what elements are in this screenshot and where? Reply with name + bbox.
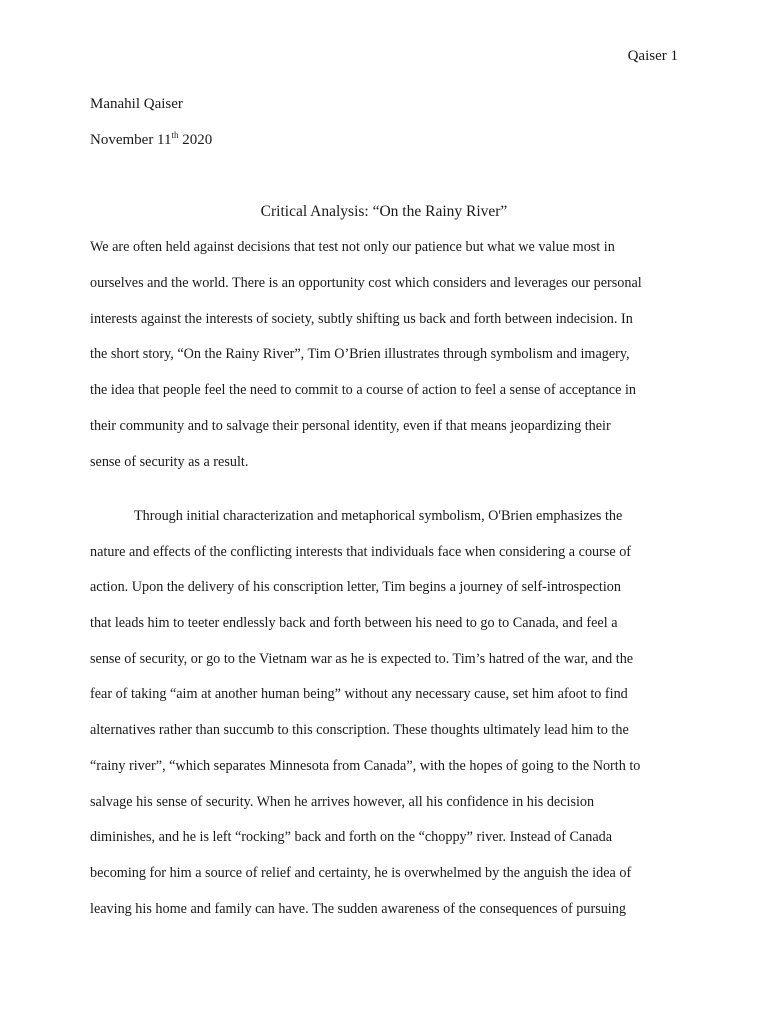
author-name: Manahil Qaiser	[90, 96, 183, 112]
paragraph-line: “rainy river”, “which separates Minnesota from Canada”, with the hopes of going to the North to	[90, 758, 641, 774]
paragraph-line: that leads him to teeter endlessly back and forth between his need to go to Canada, and feel a	[90, 615, 618, 631]
essay-title: Critical Analysis: “On the Rainy River”	[260, 203, 508, 220]
running-head: Qaiser 1	[627, 48, 678, 64]
paragraph-line: the idea that people feel the need to commit to a course of action to feel a sense of acceptance in	[90, 382, 636, 398]
date-month-day: November 11	[90, 132, 172, 148]
paragraph-line: alternatives rather than succumb to this conscription. These thoughts ultimately lead him to the	[90, 722, 629, 738]
date-year: 2020	[178, 132, 213, 148]
paragraph-line: salvage his sense of security. When he arrives however, all his confidence in his decision	[90, 794, 595, 810]
essay-date	[90, 130, 212, 150]
paragraph-line: action. Upon the delivery of his conscription letter, Tim begins a journey of self-introspection	[90, 579, 621, 595]
paragraph-line: sense of security as a result.	[90, 454, 249, 470]
paragraph-line: the short story, “On the Rainy River”, Tim O’Brien illustrates through symbolism and imagery,	[90, 346, 630, 362]
paragraph-line: We are often held against decisions that test not only our patience but what we value most in	[90, 239, 615, 255]
paragraph-line: sense of security, or go to the Vietnam war as he is expected to. Tim’s hatred of the war, and the	[90, 651, 634, 667]
paragraph-line: their community and to salvage their personal identity, even if that means jeopardizing their	[90, 418, 611, 434]
paragraph-line: leaving his home and family can have. The sudden awareness of the consequences of pursuing	[90, 901, 626, 917]
date-ordinal-suffix: th	[171, 130, 179, 140]
paragraph-line: interests against the interests of society, subtly shifting us back and forth between indecision. In	[90, 311, 633, 327]
paragraph-line: nature and effects of the conflicting interests that individuals face when considering a course of	[90, 544, 632, 560]
paragraph-line: Through initial characterization and metaphorical symbolism, O'Brien emphasizes the	[134, 508, 623, 524]
paragraph-line: diminishes, and he is left “rocking” back and forth on the “choppy” river. Instead of Canada	[90, 829, 613, 845]
paragraph-line: fear of taking “aim at another human being” without any necessary cause, set him afoot to find	[90, 686, 628, 702]
paragraph-line: becoming for him a source of relief and certainty, he is overwhelmed by the anguish the idea of	[90, 865, 632, 881]
paragraph-line: ourselves and the world. There is an opportunity cost which considers and leverages our personal	[90, 275, 642, 291]
